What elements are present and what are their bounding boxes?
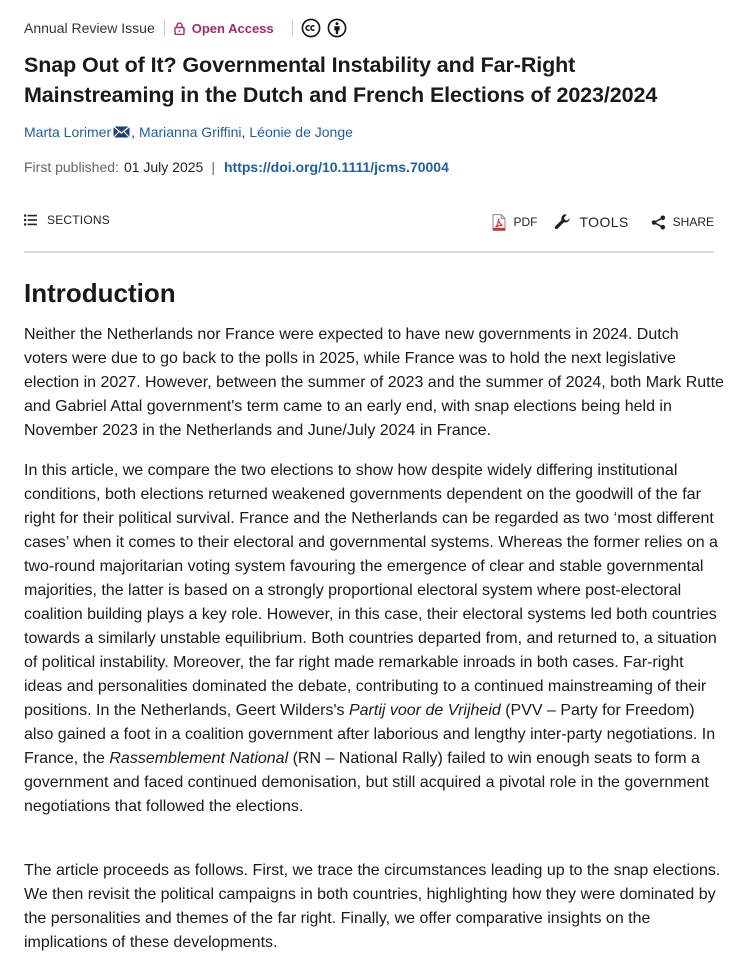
attribution-icon[interactable]	[327, 18, 347, 38]
meta-divider	[164, 19, 165, 37]
paragraph-2-text-b: (PVV – Party for Freedom) also gained a foot in a coalition government after laborious and lengthy inter-party negotiations. In France, the	[24, 702, 716, 767]
pvv-party-name: Partij voor de Vrijheid	[348, 702, 501, 719]
pipe-separator: |	[211, 159, 215, 175]
toolbar-divider	[24, 251, 714, 253]
pdf-label: PDF	[513, 215, 538, 229]
meta-divider	[292, 19, 293, 37]
wrench-icon	[554, 213, 572, 231]
share-icon	[651, 215, 666, 230]
creative-commons-icon[interactable]	[301, 18, 321, 38]
author-list	[24, 124, 353, 140]
pdf-button[interactable]	[492, 214, 537, 231]
author-link[interactable]: Marianna Griffini	[139, 124, 242, 140]
paragraph-2	[24, 459, 724, 819]
section-heading: Introduction	[24, 278, 176, 308]
open-access-badge[interactable]	[174, 21, 274, 36]
issue-label[interactable]: Annual Review Issue	[24, 20, 155, 36]
envelope-icon[interactable]	[113, 126, 130, 138]
doi-link[interactable]: https://doi.org/10.1111/jcms.70004	[223, 159, 449, 175]
sections-button[interactable]	[24, 213, 110, 227]
author-separator: ,	[131, 124, 136, 140]
author-link[interactable]: Marta Lorimer	[24, 124, 112, 140]
share-button[interactable]	[651, 215, 714, 230]
article-toolbar	[24, 213, 714, 237]
paragraph-3: The article proceeds as follows. First, we trace the circumstances leading up to the snap elections. We then revisit the political campaigns in both countries, highlighting how they were dominated by the personalities and themes of the far right. Finally, we offer comparative insights on the implications of these developments.	[24, 862, 721, 951]
issue-meta-row	[24, 17, 347, 39]
sections-label: SECTIONS	[47, 213, 110, 227]
paragraph-2-text-c: (RN – National Rally) failed to win enough seats to form a government and faced continued demonisation, but still acquired a pivotal role in the government negotiations that followed the elections.	[24, 750, 709, 815]
author-link[interactable]: Léonie de Jonge	[249, 124, 353, 140]
lock-icon	[174, 22, 185, 35]
share-label: SHARE	[672, 215, 714, 229]
paragraph-2-text-a: In this article, we compare the two elections to show how despite widely differing institutional conditions, both elections returned weakened governments dependent on the goodwill of the far right for their political survival. France and the Netherlands can be regarded as two ‘most different cases’ when it comes to their electoral and governmental systems. Whereas the former relies on a two-round majoritarian voting system favouring the emergence of clear and stable governmental majorities, the latter is based on a strongly proportional electoral system where post-electoral coalition building plays a key role. However, in this case, their electoral systems led both countries towards a similarly unstable equilibrium. Both countries departed from, and returned to, a situation of political instability. Moreover, the far right made remarkable inroads in both cases. Far-right ideas and personalities dominated the debate, contributing to a continued mainstreaming of their positions. In the Netherlands, Geert Wilders's	[24, 462, 718, 719]
toolbar-actions	[492, 213, 714, 231]
pdf-file-icon	[492, 214, 506, 231]
paragraph-1: Neither the Netherlands nor France were expected to have new governments in 2024. Dutch voters were due to go back to the polls in 2025, while France was to hold the next legislative election in 2027. However, between the summer of 2023 and the summer of 2024, both Mark Rutte and Gabriel Attal government's term came to an early end, with snap elections being held in November 2023 in the Netherlands and June/July 2024 in France.	[24, 326, 724, 439]
license-icons[interactable]	[301, 18, 347, 38]
tools-label: TOOLS	[579, 214, 629, 230]
rn-party-name: Rassemblement National	[109, 750, 289, 767]
article-title: Snap Out of It? Governmental Instability and Far-Right Mainstreaming in the Dutch and French Elections of 2023/2024	[24, 53, 658, 107]
tools-button[interactable]	[554, 213, 628, 231]
first-published-date: 01 July 2025	[123, 159, 204, 175]
author-separator: ,	[241, 124, 246, 140]
open-access-label: Open Access	[191, 20, 274, 36]
first-published-label: First published:	[24, 159, 119, 175]
publication-info	[24, 159, 449, 175]
list-icon	[24, 214, 37, 226]
